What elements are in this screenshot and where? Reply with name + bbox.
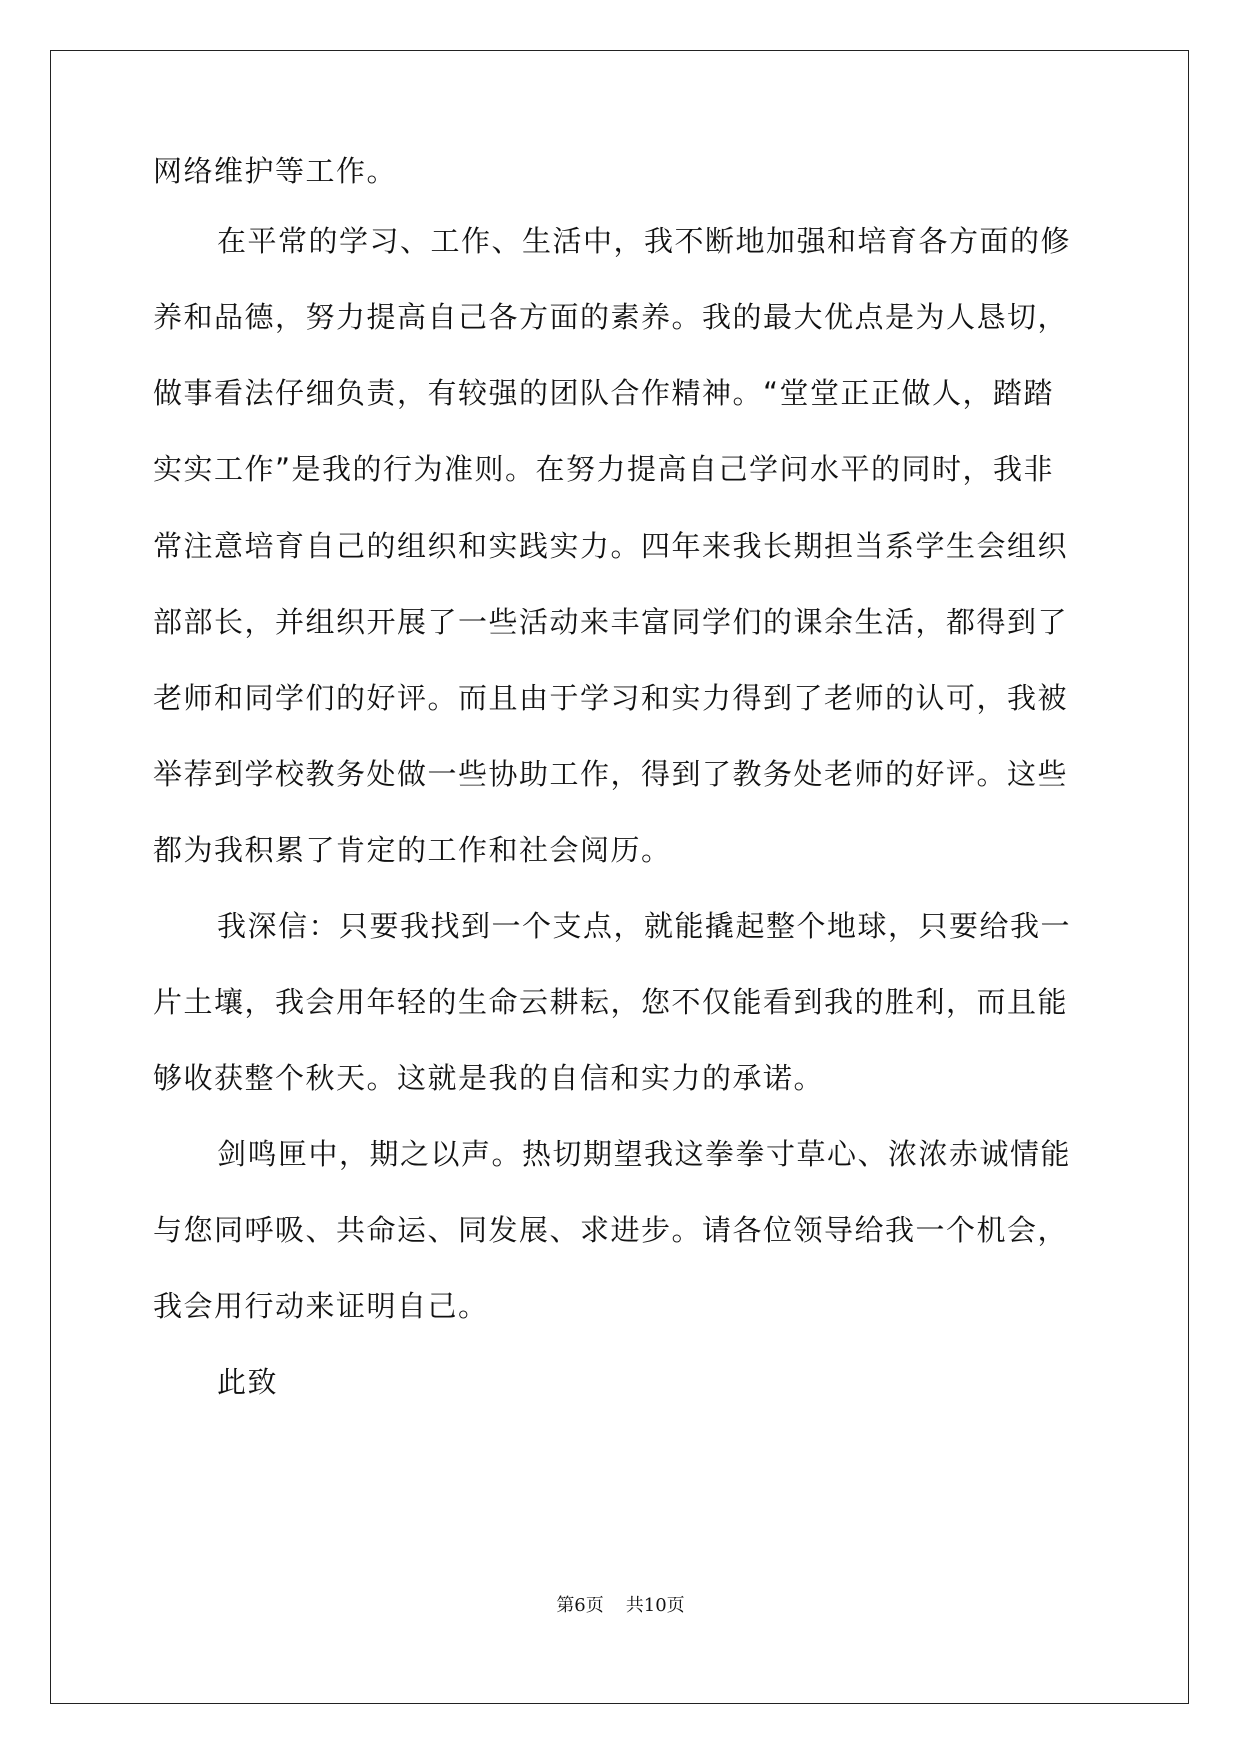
page-number: 第6页 bbox=[556, 1595, 604, 1616]
text-line: 常注意培育自己的组织和实践实力。四年来我长期担当系学生会组织 bbox=[153, 529, 1069, 563]
page-footer bbox=[0, 1591, 1241, 1617]
text-line: 在平常的学习、工作、生活中，我不断地加强和培育各方面的修 bbox=[217, 224, 1072, 258]
text-line: 都为我积累了肯定的工作和社会阅历。 bbox=[153, 833, 672, 867]
text-line: 养和品德，努力提高自己各方面的素养。我的最大优点是为人恳切， bbox=[153, 300, 1069, 334]
text-line: 网络维护等工作。 bbox=[153, 154, 398, 188]
text-line: 举荐到学校教务处做一些协助工作，得到了教务处老师的好评。这些 bbox=[153, 757, 1069, 791]
closing-line: 此致 bbox=[217, 1365, 279, 1399]
text-line: 我会用行动来证明自己。 bbox=[153, 1289, 489, 1323]
text-line: 我深信：只要我找到一个支点，就能撬起整个地球，只要给我一 bbox=[217, 909, 1072, 943]
text-line: 老师和同学们的好评。而且由于学习和实力得到了老师的认可，我被 bbox=[153, 681, 1069, 715]
text-line: 够收获整个秋天。这就是我的自信和实力的承诺。 bbox=[153, 1061, 825, 1095]
page-total: 共10页 bbox=[625, 1595, 685, 1616]
text-line: 与您同呼吸、共命运、同发展、求进步。请各位领导给我一个机会， bbox=[153, 1213, 1069, 1247]
text-line: 实实工作”是我的行为准则。在努力提高自己学问水平的同时，我非 bbox=[153, 452, 1055, 486]
text-line: 剑鸣匣中，期之以声。热切期望我这拳拳寸草心、浓浓赤诚情能 bbox=[217, 1137, 1072, 1171]
text-line: 部部长，并组织开展了一些活动来丰富同学们的课余生活，都得到了 bbox=[153, 605, 1069, 639]
text-line: 做事看法仔细负责，有较强的团队合作精神。“堂堂正正做人，踏踏 bbox=[153, 376, 1055, 410]
text-line: 片土壤，我会用年轻的生命云耕耘，您不仅能看到我的胜利，而且能 bbox=[153, 985, 1069, 1019]
